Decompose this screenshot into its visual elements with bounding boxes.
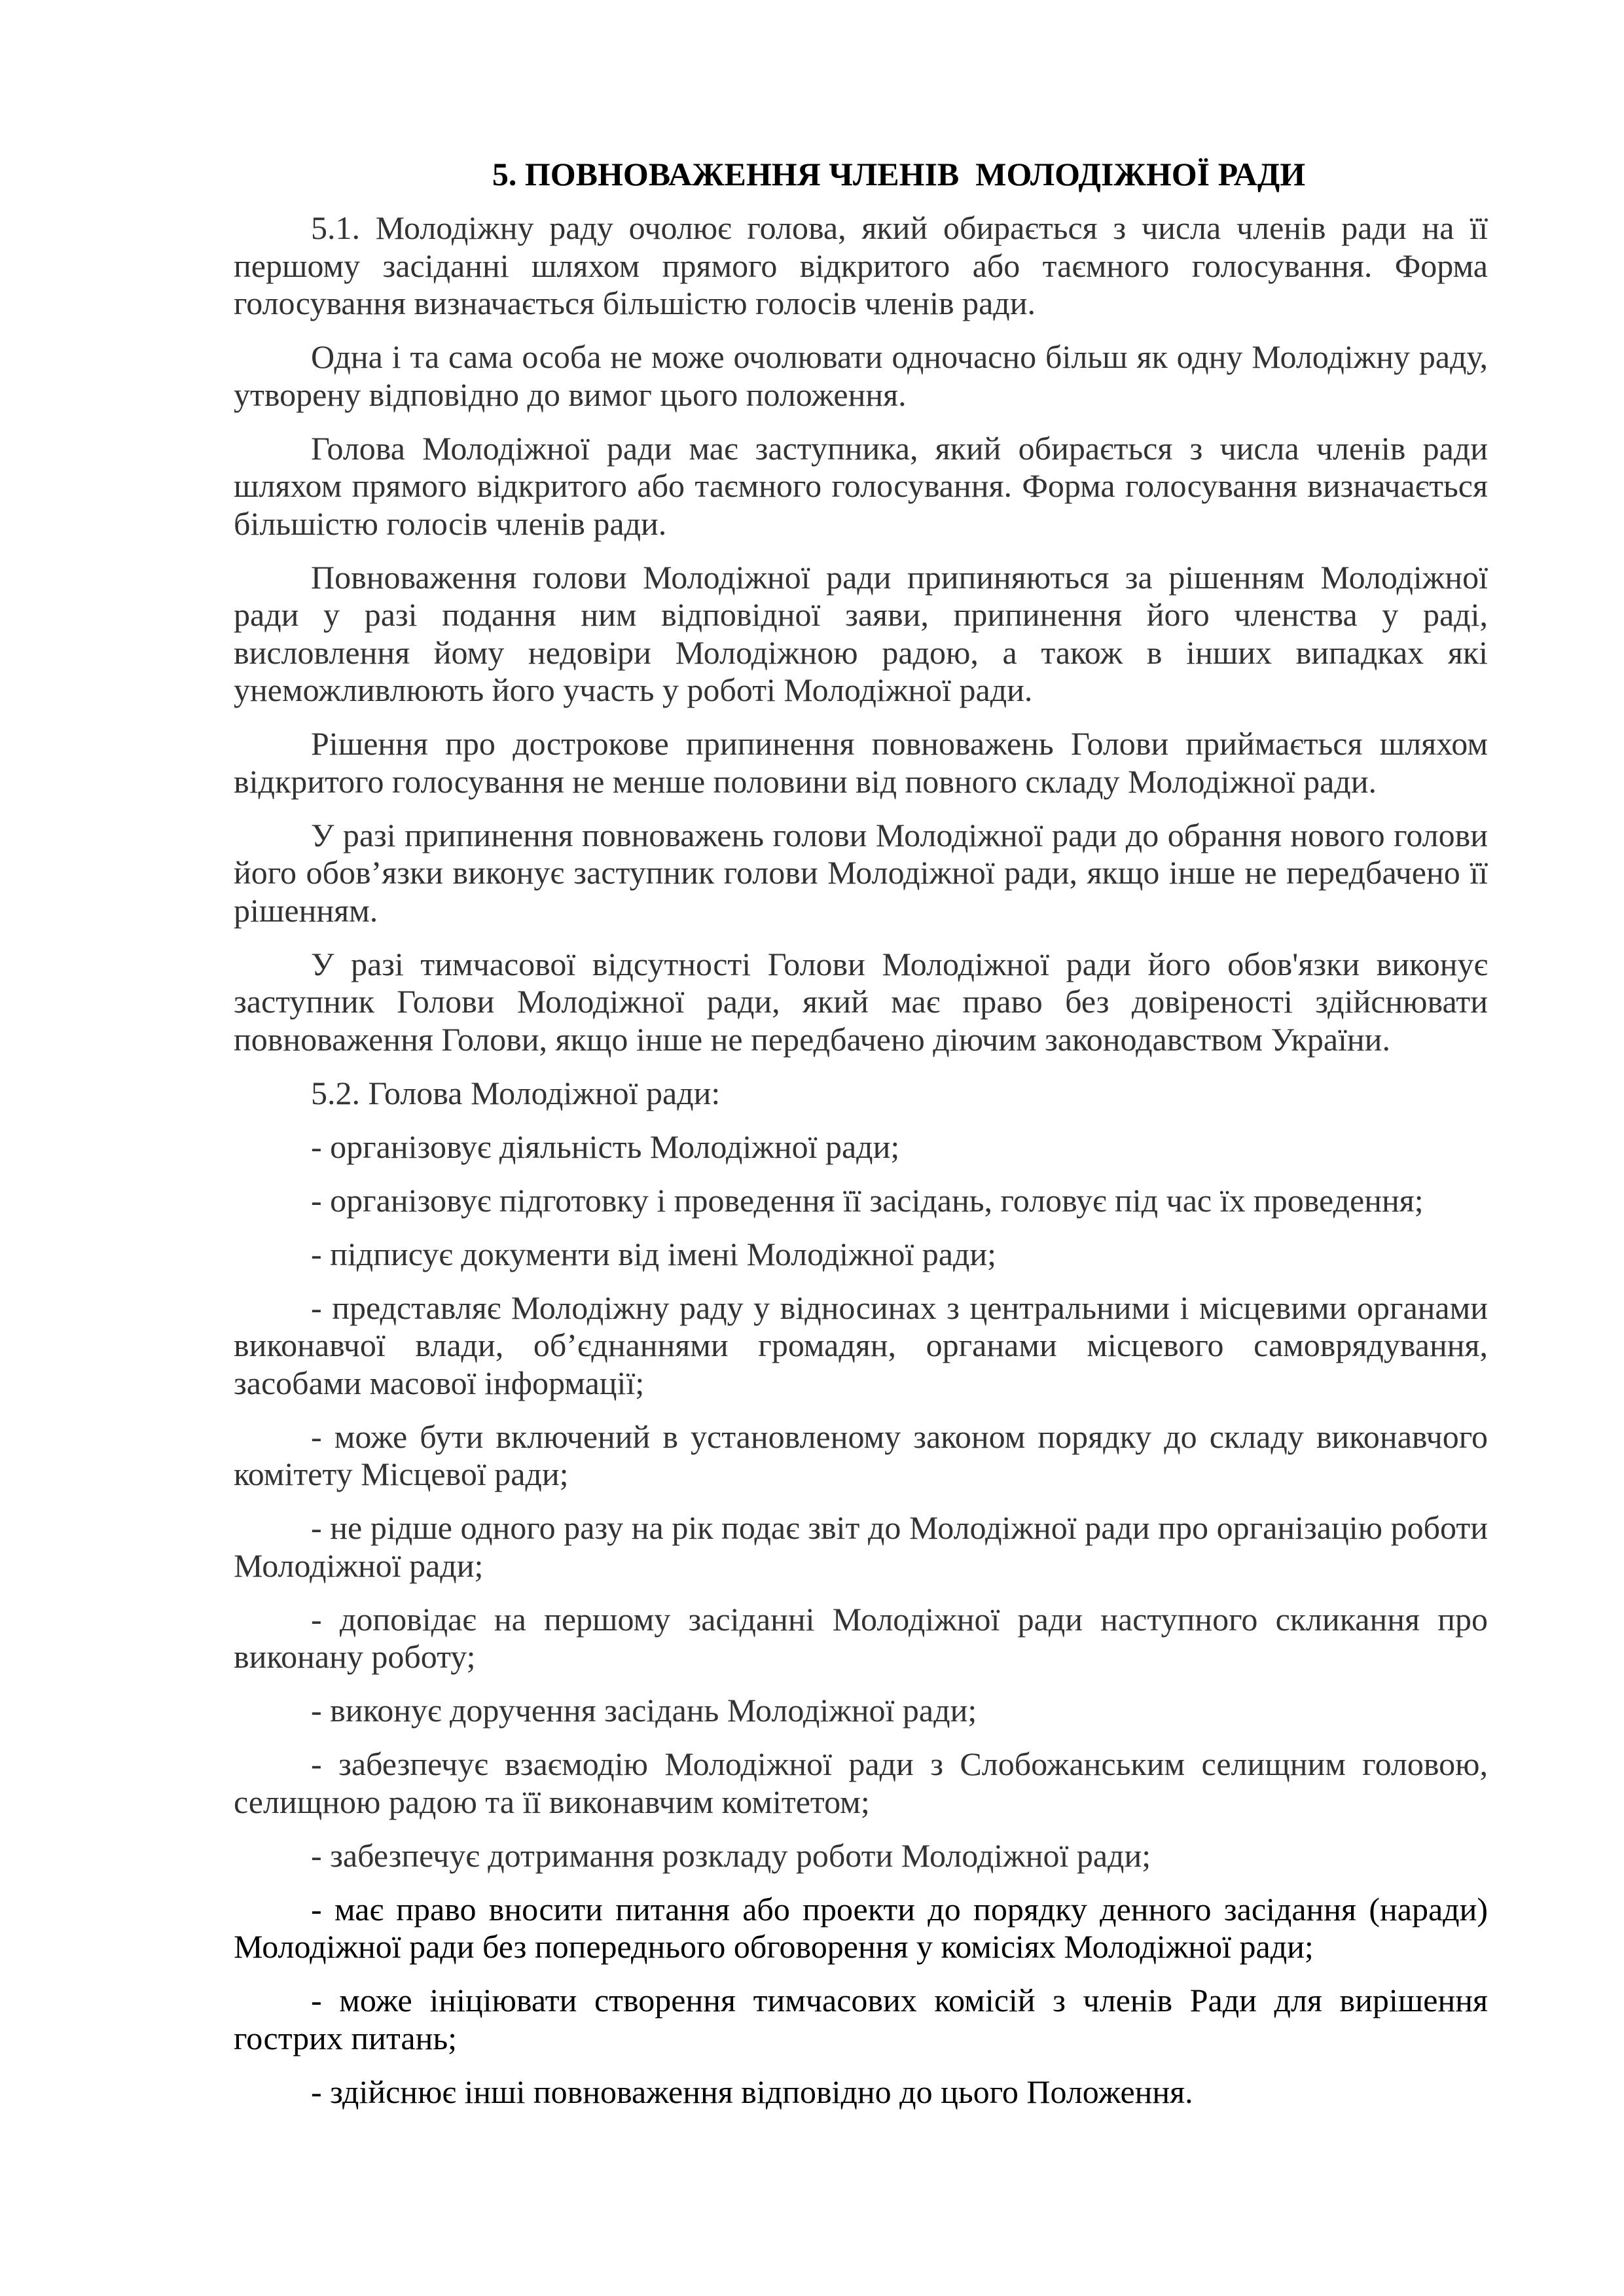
list-item: - виконує доручення засідань Молодіжної ради;: [311, 1692, 977, 1729]
list-item: - організовує діяльність Молодіжної ради;: [311, 1128, 900, 1165]
list-item: - організовує підготовку і проведення її засідань, головує під час їх проведення;: [311, 1181, 1424, 1219]
paragraph-single-chair: Одна і та сама особа не може очолювати одночасно більш як одну Молодіжну раду, утворену відповідно до вимог цього положення.: [234, 338, 1488, 413]
list-item: - не рідше одного разу на рік подає звіт до Молодіжної ради про організацію роботи Молодіжної ради;: [234, 1509, 1488, 1584]
paragraph-5-2-heading: 5.2. Голова Молодіжної ради:: [311, 1074, 721, 1111]
list-item: - може ініціювати створення тимчасових комісій з членів Ради для вирішення гострих питань;: [234, 1982, 1488, 2056]
paragraph-termination: Повноваження голови Молодіжної ради припиняються за рішенням Молодіжної ради у разі подання ним відповідної заяви, припинення його членства у раді, висловлення йому недовіри Молодіжною радою, а також в інших випадках які унеможливлюють його участь у роботі Молодіжної ради.: [234, 558, 1488, 708]
paragraph-early-termination: Рішення про дострокове припинення повноважень Голови приймається шляхом відкритого голосування не менше половини від повного складу Молодіжної ради.: [234, 725, 1488, 800]
list-item: - представляє Молодіжну раду у відносинах з центральними і місцевими органами виконавчої влади, об’єднаннями громадян, органами місцевого самоврядування, засобами масової інформації;: [234, 1289, 1488, 1401]
section-title: 5. ПОВНОВАЖЕННЯ ЧЛЕНІВ МОЛОДІЖНОЇ РАДИ: [492, 156, 1306, 192]
paragraph-deputy: Голова Молодіжної ради має заступника, який обирається з числа членів ради шляхом прямого відкритого або таємного голосування. Форма голосування визначається більшістю голосів членів ради.: [234, 429, 1488, 542]
list-item: - забезпечує дотримання розкладу роботи Молодіжної ради;: [311, 1837, 1151, 1874]
document-page: [234, 156, 1488, 2127]
list-item: - може бути включений в установленому законом порядку до складу виконавчого комітету Місцевої ради;: [234, 1418, 1488, 1492]
list-item: - забезпечує взаємодію Молодіжної ради з Слобожанським селищним головою, селищною радою та її виконавчим комітетом;: [234, 1746, 1488, 1820]
paragraph-interim-duties: У разі припинення повноважень голови Молодіжної ради до обрання нового голови його обов’язки виконує заступник голови Молодіжної ради, якщо інше не передбачено її рішенням.: [234, 816, 1488, 929]
paragraph-temporary-absence: У разі тимчасової відсутності Голови Молодіжної ради його обов'язки виконує заступник Голови Молодіжної ради, який має право без довіреності здійснювати повноваження Голови, якщо інше не передбачено діючим законодавством України.: [234, 945, 1488, 1058]
paragraph-5-1: 5.1. Молодіжну раду очолює голова, який обирається з числа членів ради на її першому засіданні шляхом прямого відкритого або таємного голосування. Форма голосування визначається більшістю голосів членів ради.: [234, 209, 1488, 321]
list-item: - має право вносити питання або проекти до порядку денного засідання (наради) Молодіжної ради без попереднього обговорення у комісіях Молодіжної ради;: [234, 1890, 1488, 1965]
list-item: - доповідає на першому засіданні Молодіжної ради наступного скликання про виконану роботу;: [234, 1600, 1488, 1675]
list-item: - здійснює інші повноваження відповідно до цього Положення.: [311, 2073, 1193, 2110]
list-item: - підписує документи від імені Молодіжної ради;: [311, 1235, 996, 1272]
